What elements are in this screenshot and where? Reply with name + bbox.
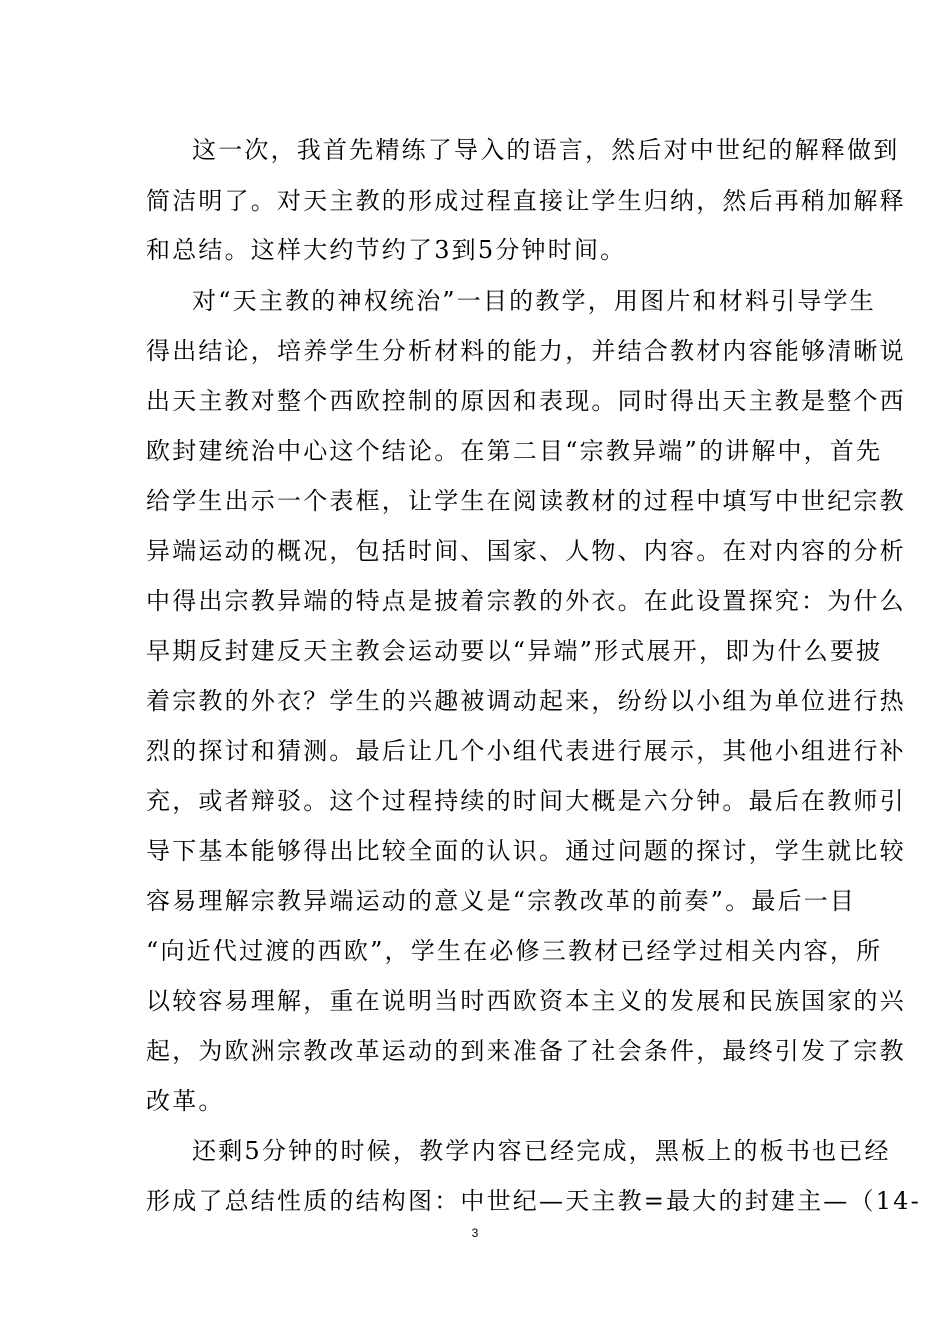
text-line: 和总结。这样大约节约了3到5分钟时间。: [146, 236, 627, 264]
text-line: 改革。: [146, 1087, 225, 1115]
text-line: 着宗教的外衣？学生的兴趣被调动起来，纷纷以小组为单位进行热: [146, 687, 906, 715]
text-line: “向近代过渡的西欧”，学生在必修三教材已经学过相关内容，所: [146, 937, 883, 965]
text-line: 出天主教对整个西欧控制的原因和表现。同时得出天主教是整个西: [146, 387, 906, 415]
text-line: 以较容易理解，重在说明当时西欧资本主义的发展和民族国家的兴: [146, 987, 906, 1015]
text-line: 烈的探讨和猜测。最后让几个小组代表进行展示，其他小组进行补: [146, 737, 906, 765]
text-line: 充，或者辩驳。这个过程持续的时间大概是六分钟。最后在教师引: [146, 787, 906, 815]
text-line: 欧封建统治中心这个结论。在第二目“宗教异端”的讲解中，首先: [146, 437, 883, 465]
page-number: 3: [471, 1226, 479, 1240]
text-line: 还剩5分钟的时候，教学内容已经完成，黑板上的板书也已经: [192, 1137, 891, 1165]
text-line: 给学生出示一个表框，让学生在阅读教材的过程中填写中世纪宗教: [146, 487, 906, 515]
text-line: 形成了总结性质的结构图：中世纪—天主教=最大的封建主—（14-: [146, 1187, 921, 1215]
text-line: 容易理解宗教异端运动的意义是“宗教改革的前奏”。最后一目: [146, 887, 857, 915]
text-line: 导下基本能够得出比较全面的认识。通过问题的探讨，学生就比较: [146, 837, 906, 865]
text-line: 简洁明了。对天主教的形成过程直接让学生归纳，然后再稍加解释: [146, 187, 906, 215]
text-line: 这一次，我首先精练了导入的语言，然后对中世纪的解释做到: [192, 136, 900, 164]
text-line: 对“天主教的神权统治”一目的教学，用图片和材料引导学生: [192, 287, 876, 315]
text-line: 早期反封建反天主教会运动要以“异端”形式展开，即为什么要披: [146, 637, 883, 665]
text-line: 中得出宗教异端的特点是披着宗教的外衣。在此设置探究：为什么: [146, 587, 906, 615]
text-line: 起，为欧洲宗教改革运动的到来准备了社会条件，最终引发了宗教: [146, 1037, 906, 1065]
text-line: 异端运动的概况，包括时间、国家、人物、内容。在对内容的分析: [146, 537, 906, 565]
text-line: 得出结论，培养学生分析材料的能力，并结合教材内容能够清晰说: [146, 337, 906, 365]
